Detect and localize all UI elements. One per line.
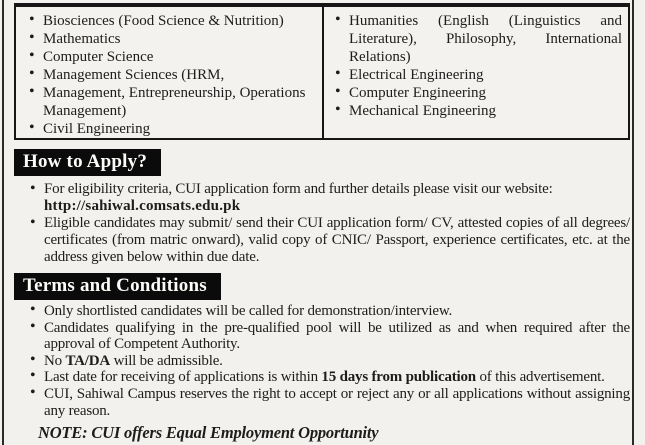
bullet-item [30, 369, 630, 386]
equal-opportunity-note: NOTE: CUI offers Equal Employment Opportunity [38, 423, 379, 443]
terms-and-conditions-heading: Terms and Conditions [14, 273, 221, 300]
bullet-item [30, 386, 630, 419]
how-to-apply-heading: How to Apply? [14, 149, 161, 176]
department-item: • Computer Science [28, 48, 316, 66]
department-item: • Biosciences (Food Science & Nutrition) [28, 12, 316, 30]
page-border-right [632, 0, 634, 445]
bullet-text: Candidates qualifying in the pre-qualified pool will be utilized as and when required after the approval of Competent Authority. [44, 319, 630, 353]
department-item: • Management, Entrepreneurship, Operations Management) [28, 84, 316, 120]
departments-list-right [334, 12, 622, 120]
department-item: • Electrical Engineering [334, 66, 622, 84]
page-border-left [2, 0, 4, 445]
bullet-text: Eligible candidates may submit/ send their CUI application form/ CV, attested copies of all degrees/ certificates (from matric onward), valid copy of CNIC/ Passport, experience certificates, etc. at the address given below within due date. [44, 215, 630, 265]
bullet-text-bold: TA/DA [65, 352, 111, 369]
bullet-text: No [44, 352, 66, 369]
bullet-item [30, 353, 630, 370]
department-item: • Civil Engineering [28, 120, 316, 138]
advertisement-content [14, 0, 630, 443]
department-item: • Computer Engineering [334, 84, 622, 102]
bullet-text: CUI, Sahiwal Campus reserves the right to accept or reject any or all applications without assigning any reason. [44, 385, 630, 419]
terms-and-conditions-list [14, 303, 630, 419]
departments-column-left [16, 7, 322, 138]
how-to-apply-list [14, 181, 630, 266]
department-item: • Mechanical Engineering [334, 102, 622, 120]
department-item: • Humanities (English (Linguistics and Literature), Philosophy, International Relations) [334, 12, 622, 66]
bullet-text-bold: 15 days from publication [321, 369, 476, 386]
departments-column-right [322, 7, 628, 138]
bullet-text: • For eligibility criteria, CUI application form and further details please visit our website: [44, 181, 553, 197]
bullet-text: Last date for receiving of applications is within [44, 369, 322, 386]
bullet-text: of this advertisement. [475, 369, 605, 386]
bullet-item [30, 181, 630, 215]
bullet-item [30, 215, 630, 266]
departments-box [14, 3, 630, 140]
bullet-text: Only shortlisted candidates will be called for demonstration/interview. [44, 303, 453, 319]
departments-list-left [28, 12, 316, 138]
bullet-item [30, 303, 630, 320]
bullet-text: will be admissible. [110, 352, 223, 369]
website-url: http://sahiwal.comsats.edu.pk [44, 198, 241, 214]
bullet-item [30, 320, 630, 353]
department-item: • Management Sciences (HRM, [28, 66, 316, 84]
department-item: • Mathematics [28, 30, 316, 48]
